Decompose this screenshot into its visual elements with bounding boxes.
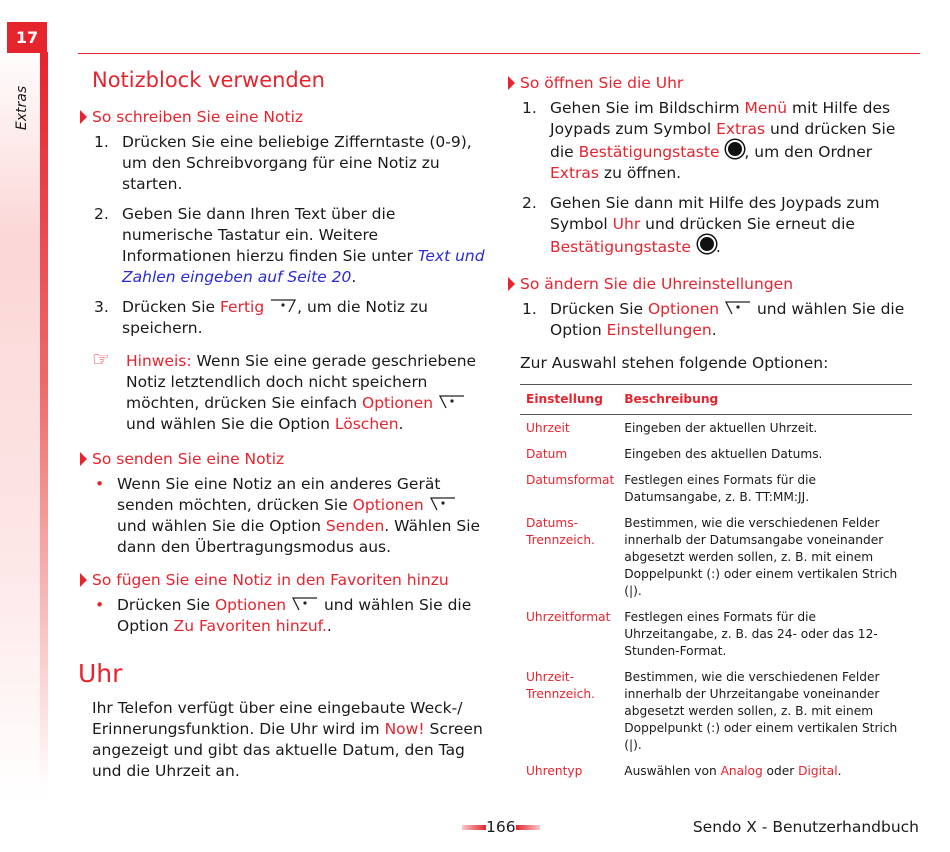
section-label-text: Extras <box>14 85 30 131</box>
step-number: 1. <box>94 133 109 151</box>
setting-name-line: Trennzeich. <box>526 533 595 547</box>
list-item <box>78 297 490 339</box>
setting-description: Festlegen eines Formats für die Uhrzeitangabe, z. B. das 24- oder das 12-Stunden-Format. <box>624 610 878 658</box>
setting-description: Festlegen eines Formats für die Datumsangabe, z. B. TT:MM:JJ. <box>624 473 816 504</box>
table-row <box>520 415 912 442</box>
list-item <box>506 98 916 184</box>
setting-name: Datum <box>526 447 568 461</box>
clock-intro <box>78 698 490 782</box>
setting-name: Uhrentyp <box>526 764 583 778</box>
column-header: Beschreibung <box>618 385 912 415</box>
heading-favorites: So fügen Sie eine Notiz in den Favoriten hinzu <box>78 570 490 591</box>
table-row <box>520 758 912 784</box>
step-text: , um den Ordner <box>744 143 873 161</box>
key-name-fertig: Fertig <box>219 298 265 316</box>
description-text: . <box>837 764 842 778</box>
step-text: . <box>351 268 357 286</box>
table-row <box>520 510 912 604</box>
intro-text: Screen angezeigt und gibt das aktuelle Datum, den Tag und die Uhrzeit an. <box>92 720 483 780</box>
step-number: 1. <box>522 300 537 318</box>
bullet-icon: • <box>95 596 105 614</box>
column-header: Einstellung <box>520 385 618 415</box>
option-digital: Digital <box>798 764 838 778</box>
setting-name: Datumsformat <box>526 473 615 487</box>
option-name-einstellungen: Einstellungen <box>606 321 712 339</box>
step-text: , um die Notiz zu speichern. <box>122 298 428 337</box>
setting-name: Uhrzeit <box>526 421 570 435</box>
bullet-icon: • <box>95 475 105 493</box>
setting-description: Eingeben des aktuellen Datums. <box>624 447 823 461</box>
step-text: Drücken Sie <box>550 300 648 318</box>
option-name-senden: Senden <box>325 517 385 535</box>
page-bar-left <box>462 825 486 830</box>
table-row <box>520 467 912 510</box>
key-name-optionen: Optionen <box>352 496 424 514</box>
list-item <box>78 132 490 195</box>
intro-text: Ihr Telefon verfügt über eine eingebaute Weck-/ Erinnerungsfunktion. Die Uhr wird im <box>92 699 463 738</box>
list-item <box>506 299 916 341</box>
option-name-favoriten: Zu Favoriten hinzuf. <box>173 617 327 635</box>
bullet-text: Drücken Sie <box>117 596 215 614</box>
chapter-number: 17 <box>7 22 47 53</box>
setting-name: Uhrzeitformat <box>526 610 611 624</box>
step-text: zu öffnen. <box>599 164 682 182</box>
heading-send-note: So senden Sie eine Notiz <box>78 449 490 470</box>
send-bullets <box>78 474 490 558</box>
note-label: Hinweis: <box>126 352 192 370</box>
section-title-notepad: Notizblock verwenden <box>92 68 325 92</box>
table-row <box>520 441 912 467</box>
bullet-text: und wählen Sie die Option <box>117 517 326 535</box>
list-item <box>506 193 916 258</box>
bullet-text: Wenn Sie eine Notiz an ein anderes Gerät senden möchten, drücken Sie <box>117 475 441 514</box>
description-text: oder <box>762 764 799 778</box>
header-rule <box>78 53 920 54</box>
step-text: . <box>715 238 721 256</box>
option-analog: Analog <box>720 764 763 778</box>
note-text: Wenn Sie eine gerade geschriebene Notiz letztendlich doch nicht speichern möchten, drücken Sie einfach <box>126 352 477 412</box>
step-text: und drücken Sie die <box>550 120 896 161</box>
note-text: . <box>398 415 404 433</box>
step-text: und drücken Sie erneut die <box>640 215 855 233</box>
bullet-text: . Wählen Sie dann den Übertragungsmodus aus. <box>117 517 481 556</box>
list-item <box>78 595 490 637</box>
open-steps <box>506 98 916 258</box>
options-intro: Zur Auswahl stehen folgende Optionen: <box>520 354 829 372</box>
step-text: Drücken Sie <box>122 298 220 316</box>
section-label <box>12 80 32 140</box>
softkey-right-icon <box>269 298 297 314</box>
setting-description: Eingeben der aktuellen Uhrzeit. <box>624 421 818 435</box>
setting-name-line: Datums- <box>526 516 578 530</box>
setting-name-line: Uhrzeit- <box>526 670 575 684</box>
setting-name-line: Trennzeich. <box>526 687 595 701</box>
key-name-optionen: Optionen <box>362 394 434 412</box>
step-text: . <box>711 321 717 339</box>
step-text: Gehen Sie im Bildschirm <box>550 99 745 117</box>
softkey-left-icon <box>438 394 466 410</box>
step-text: Drücken Sie eine beliebige Zifferntaste (0-9), um den Schreibvorgang für eine Notiz zu starten. <box>122 133 472 193</box>
softkey-left-icon <box>291 596 319 612</box>
bullet-text: und wählen Sie die Option <box>117 596 472 635</box>
key-name-optionen: Optionen <box>214 596 287 614</box>
step-number: 2. <box>94 205 109 223</box>
softkey-left-icon <box>724 300 752 316</box>
joypad-icon <box>726 140 744 158</box>
sidebar-stripe <box>40 52 48 792</box>
setting-name <box>520 664 618 758</box>
write-steps <box>78 132 490 339</box>
settings-table <box>520 384 912 784</box>
bullet-text: . <box>326 617 332 635</box>
screen-name-now: Now! <box>384 720 425 738</box>
setting-description: Bestimmen, wie die verschiedenen Felder innerhalb der Uhrzeitangabe voneinander abgesetzt werden sollen, z. B. mit einem Doppelpunkt (:) oder einem vertikalen Strich (|). <box>624 670 898 752</box>
description-text: Auswählen von <box>624 764 721 778</box>
softkey-left-icon <box>429 496 457 512</box>
folder-name-extras: Extras <box>550 164 599 182</box>
list-item <box>78 204 490 288</box>
step-text: und wählen Sie die Option <box>550 300 905 339</box>
heading-open-clock: So öffnen Sie die Uhr <box>506 73 916 94</box>
page-bar-right <box>516 825 540 830</box>
key-name-confirm: Bestätigungstaste <box>578 143 720 161</box>
key-name-optionen: Optionen <box>647 300 720 318</box>
change-steps <box>506 299 916 341</box>
step-number: 3. <box>94 298 109 316</box>
step-number: 1. <box>522 99 537 117</box>
pointing-hand-icon: ☞ <box>92 347 110 371</box>
page-number <box>462 818 540 836</box>
table-header-row <box>520 385 912 415</box>
page-number-text: 166 <box>486 818 516 836</box>
note-text: und wählen Sie die Option <box>126 415 335 433</box>
note-hint <box>78 347 490 435</box>
setting-description: Bestimmen, wie die verschiedenen Felder innerhalb der Datumsangabe voneinander abgesetzt werden sollen, z. B. mit einem Doppelpunkt (:) oder einem vertikalen Strich (|). <box>624 516 898 598</box>
step-text: mit Hilfe des Joypads zum Symbol <box>550 99 891 138</box>
step-text: Geben Sie dann Ihren Text über die numerische Tastatur ein. Weitere Informationen hierzu finden Sie unter <box>122 205 418 265</box>
left-column <box>78 66 490 782</box>
favorites-bullets <box>78 595 490 637</box>
step-number: 2. <box>522 194 537 212</box>
list-item <box>78 474 490 558</box>
heading-write-note: So schreiben Sie eine Notiz <box>78 107 490 128</box>
heading-change-settings: So ändern Sie die Uhreinstellungen <box>506 274 916 295</box>
option-name-loeschen: Löschen <box>334 415 399 433</box>
symbol-name-uhr: Uhr <box>612 215 641 233</box>
table-row <box>520 604 912 664</box>
section-title-clock: Uhr <box>78 659 123 688</box>
footer-title: Sendo X - Benutzerhandbuch <box>692 818 919 836</box>
key-name-confirm: Bestätigungstaste <box>550 238 691 256</box>
step-text: Gehen Sie dann mit Hilfe des Joypads zum Symbol <box>550 194 880 233</box>
right-column <box>506 66 916 784</box>
table-row <box>520 664 912 758</box>
setting-description <box>618 758 912 784</box>
setting-name <box>520 510 618 604</box>
symbol-name-extras: Extras <box>716 120 766 138</box>
joypad-icon <box>698 235 716 253</box>
menu-name: Menü <box>744 99 788 117</box>
cross-reference-link[interactable]: Text und Zahlen eingeben auf Seite 20 <box>122 247 485 286</box>
